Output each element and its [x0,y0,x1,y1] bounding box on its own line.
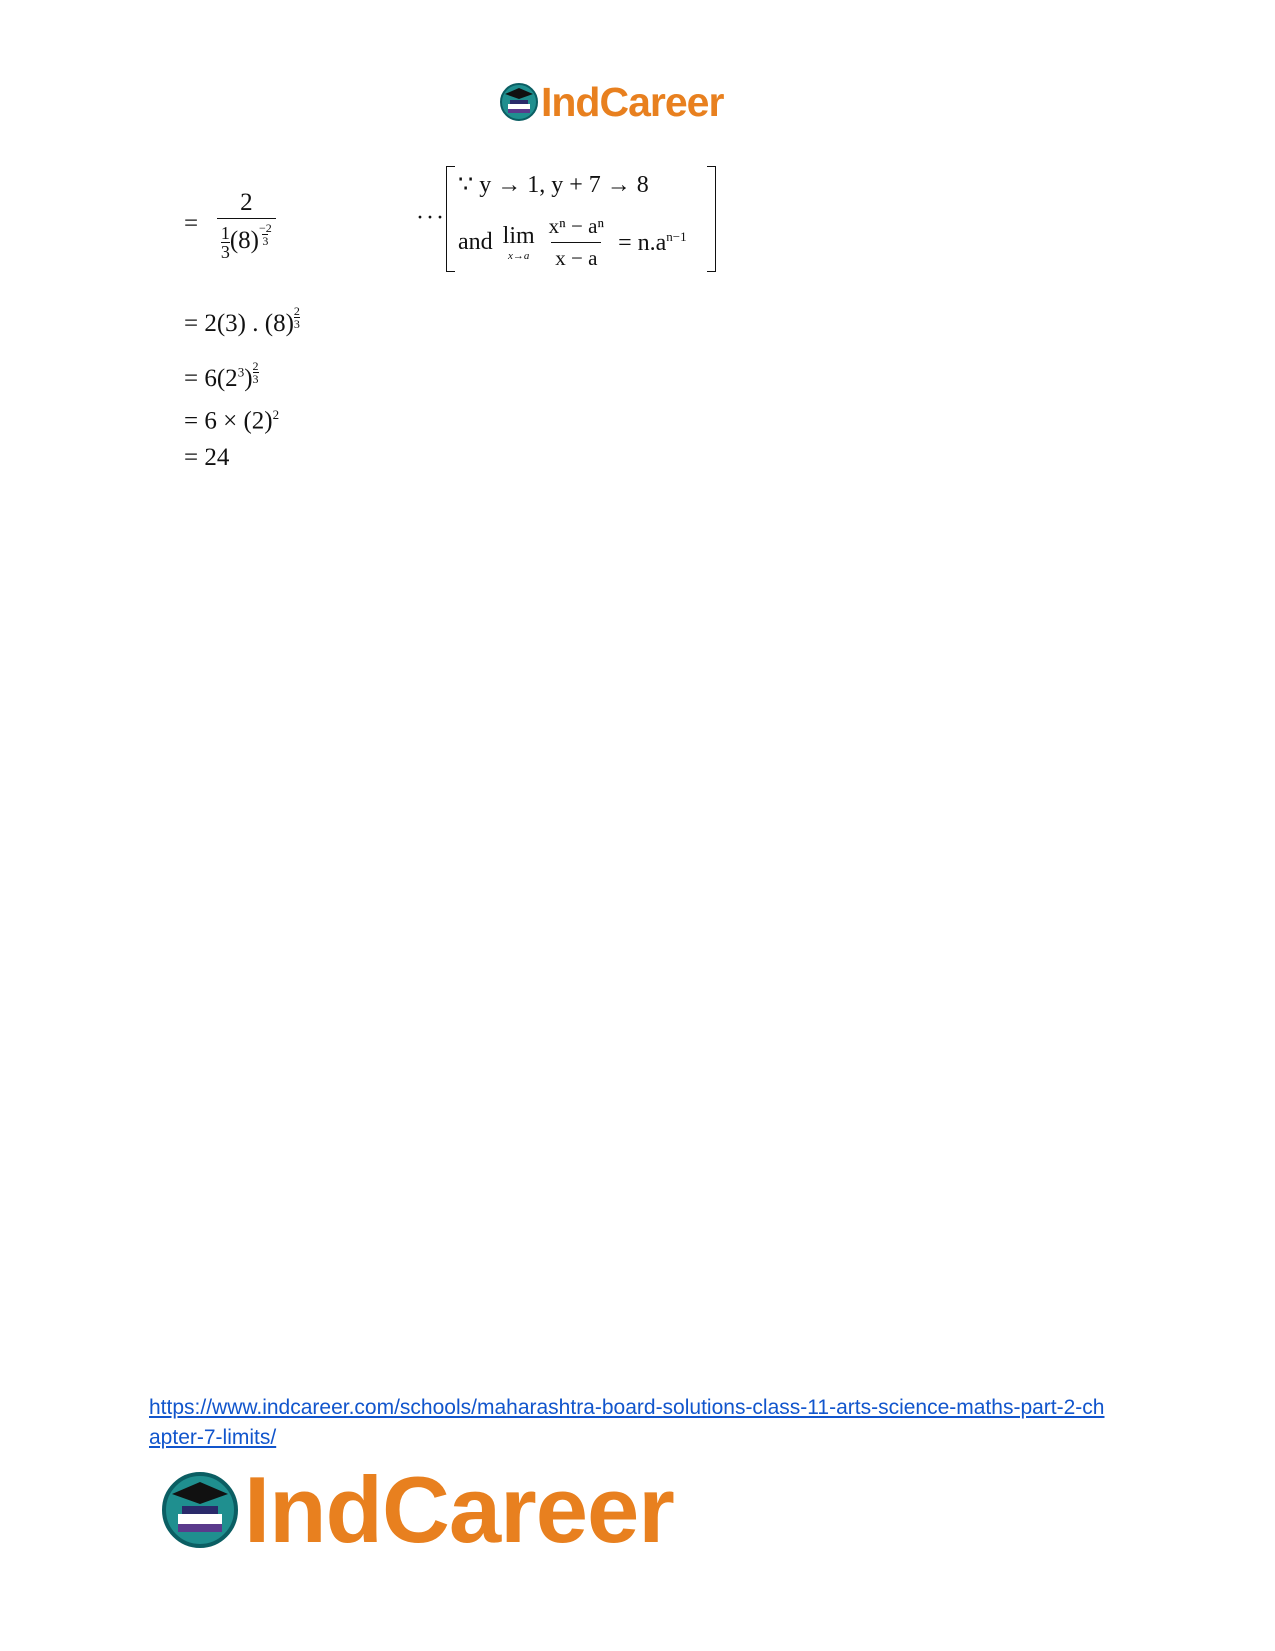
equation-line-5: = 24 [184,444,230,471]
exponent-fraction: $\frac{2}{3}$ [293,304,300,331]
justification-bracket [446,166,716,272]
logo-wordmark: IndCareer [244,1457,674,1562]
one-third-fraction: $\frac{1}{3}$ [220,222,230,262]
header-logo [499,80,723,124]
denominator-base: (8) [229,227,260,254]
graduation-books-icon [499,82,539,122]
logo-wordmark: IndCareer [541,79,724,125]
fraction-numerator: 2 [240,189,253,216]
equals-sign: = [184,210,199,238]
ellipsis: ··· [416,205,446,231]
footer-logo [160,1457,674,1562]
graduation-books-icon [160,1470,240,1550]
main-fraction [217,190,276,261]
limit-operator: lim x→a [502,223,535,262]
bracket-line-2 [458,214,687,271]
equation-line-4: = $6 \times (2)^2$ [184,407,280,435]
right-bracket [707,166,716,272]
exponent-fraction: $\frac{2}{3}$ [252,359,259,386]
left-bracket [446,166,455,272]
equation-line-3: = $6(2^3)$ $\frac{2}{3}$ [184,359,259,392]
limit-result: = $n.a^{n-1}$ [618,228,687,256]
limit-fraction: $\frac{\text{xⁿ − aⁿ}}{x - a}$ [548,214,605,270]
and-word: and [458,229,493,255]
denominator-exponent: $\frac{-2}{3}$ [259,221,272,248]
equation-line-2: = 2(3) . (8) $\frac{2}{3}$ [184,304,300,337]
equation-line-1 [184,190,276,261]
source-link[interactable]: https://www.indcareer.com/schools/maharashtra-board-solutions-class-11-arts-science-maths-part-2-chapter-7-limits/ [149,1396,1105,1449]
fraction-denominator [217,218,276,261]
bracket-line-1: ∵ y → 1, y + 7 → 8 [458,172,649,198]
